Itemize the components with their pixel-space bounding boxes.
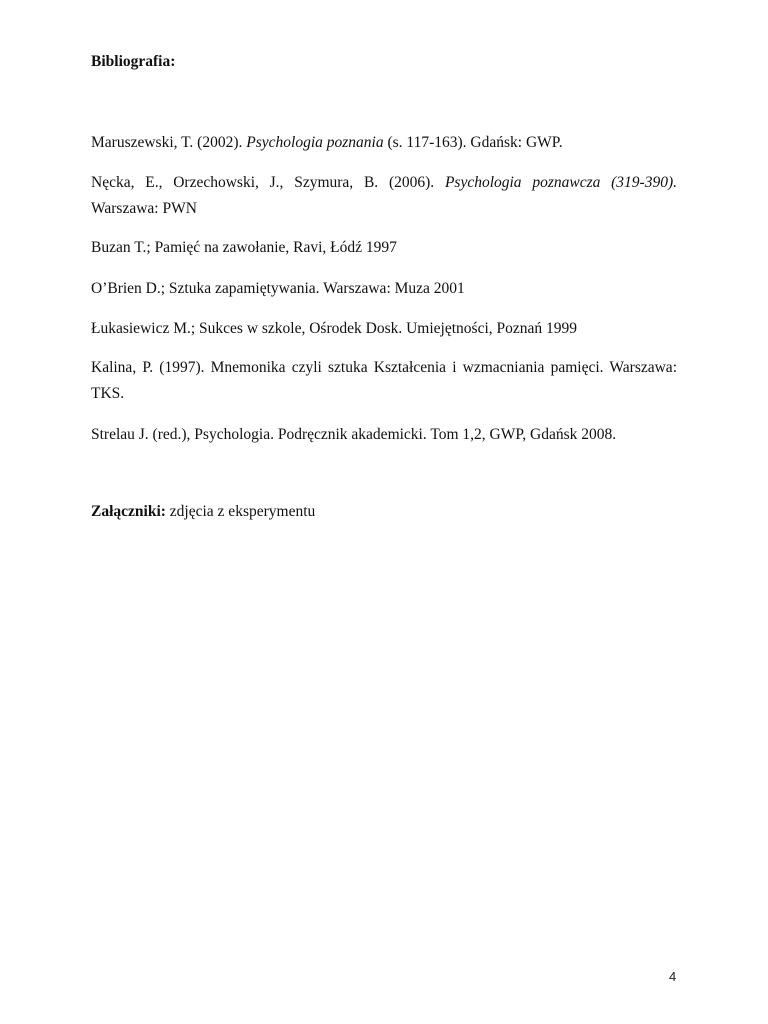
reference-lukasiewicz: Łukasiewicz M.; Sukces w szkole, Ośrodek Dosk. Umiejętności, Poznań 1999 — [91, 320, 578, 337]
reference-title: Psychologia poznawcza (319-390). — [444, 174, 678, 191]
reference-maruszewski — [91, 130, 677, 156]
reference-line: TKS. — [91, 385, 125, 402]
reference-kalina — [91, 355, 677, 407]
reference-line — [91, 170, 677, 196]
page-number: 4 — [669, 969, 677, 984]
reference-obrien: O’Brien D.; Sztuka zapamiętywania. Warszawa: Muza 2001 — [91, 280, 465, 297]
attachments-label: Załączniki: — [91, 503, 166, 520]
attachments-text: zdjęcia z eksperymentu — [165, 503, 316, 520]
reference-buzan: Buzan T.; Pamięć na zawołanie, Ravi, Łódź 1997 — [91, 239, 397, 256]
reference-necka — [91, 170, 677, 222]
reference-title: Psychologia poznania — [246, 134, 384, 151]
bibliography-heading: Bibliografia: — [91, 53, 176, 70]
attachments-note — [91, 503, 315, 521]
reference-text: Maruszewski, T. (2002). — [91, 134, 247, 151]
reference-line: Warszawa: PWN — [91, 200, 197, 217]
reference-strelau: Strelau J. (red.), Psychologia. Podręcznik akademicki. Tom 1,2, GWP, Gdańsk 2008. — [91, 426, 617, 443]
reference-text: (s. 117-163). Gdańsk: GWP. — [383, 134, 563, 151]
reference-text: Nęcka, E., Orzechowski, J., Szymura, B. (2006). — [91, 174, 445, 191]
reference-line: Kalina, P. (1997). Mnemonika czyli sztuka Kształcenia i wzmacniania pamięci. Warszawa: — [91, 359, 677, 376]
